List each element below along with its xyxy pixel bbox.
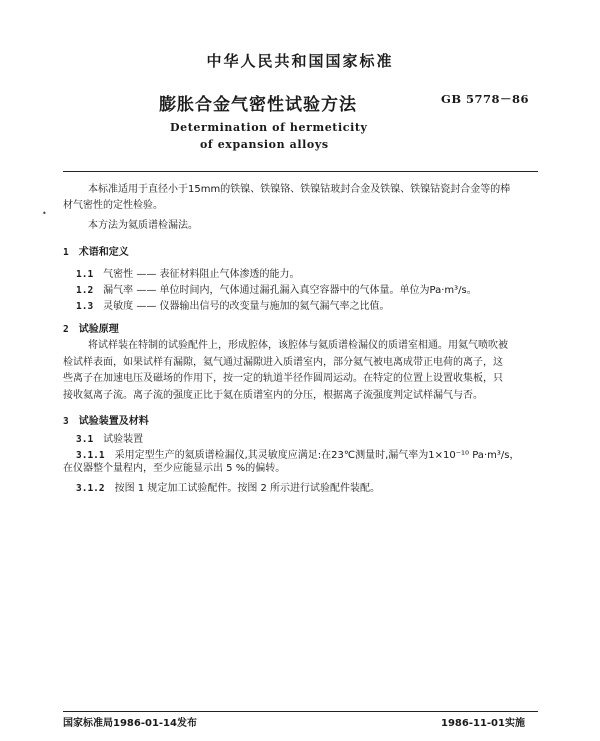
standard-org-heading: 中华人民共和国国家标准 [206, 52, 394, 70]
section-number: 3 [63, 416, 69, 427]
principle-line-3: 些离子在加速电压及磁场的作用下，按一定的轨道半径作圆周运动。在特定的位置上设置收集板，只 [63, 373, 503, 384]
section-2-heading [63, 320, 119, 335]
clause-3-1-1 [76, 446, 519, 461]
clause-text: 按图 1 规定加工试验配件。按图 2 所示进行试验配件装配。 [114, 483, 381, 494]
document-title: 膨胀合金气密性试验方法 [159, 95, 357, 115]
scan-speck: • [42, 209, 47, 218]
clause-text: 灵敏度 —— 仪器输出信号的改变量与施加的氦气漏气率之比值。 [103, 301, 390, 312]
section-3-heading [63, 412, 149, 427]
standard-code: GB 5778－86 [441, 92, 530, 106]
clause-3-1 [76, 430, 143, 445]
intro-line-3: 本方法为氦质谱检漏法。 [88, 220, 198, 231]
section-title: 试验装置及材料 [78, 416, 149, 427]
clause-number: 3.1.2 [76, 483, 105, 494]
intro-line-1: 本标准适用于直径小于15mm的铁镍、铁镍铬、铁镍钴玻封合金及铁镍、铁镍钴瓷封合金等的棒 [88, 184, 511, 195]
clause-text: 采用定型生产的氦质谱检漏仪,其灵敏度应满足:在23℃测量时,漏气率为1×10⁻¹⁰ Pa·m³/s， [114, 450, 520, 461]
clause-1-2 [76, 281, 477, 296]
clause-number: 1.2 [76, 285, 94, 296]
section-number: 2 [63, 324, 69, 335]
clause-number: 3.1 [76, 434, 94, 445]
clause-3-1-2 [76, 479, 380, 494]
header-divider [63, 171, 538, 172]
principle-line-2: 检试样表面，如果试样有漏隙，氦气通过漏隙进入质谱室内，部分氦气被电离成带正电荷的离子，这 [63, 357, 503, 368]
english-title-line-1: Determination of hermeticity [170, 121, 368, 134]
english-title-line-2: of expansion alloys [200, 138, 329, 151]
section-title: 试验原理 [78, 324, 119, 335]
principle-line-4: 接收氦离子流。离子流的强度正比于氦在质谱室内的分压，根据离子流强度判定试样漏气与否。 [63, 390, 483, 401]
section-1-heading [63, 243, 129, 258]
clause-3-1-1-continued: 在仪器整个量程内，至少应能显示出 5 %的偏转。 [63, 463, 286, 474]
clause-1-1 [76, 265, 300, 280]
principle-line-1: 将试样装在特制的试验配件上，形成腔体，该腔体与氦质谱检漏仪的质谱室相通。用氦气喷吹被 [88, 340, 508, 351]
clause-number: 1.1 [76, 269, 94, 280]
clause-text: 气密性 —— 表征材料阻止气体渗透的能力。 [103, 269, 300, 280]
clause-number: 3.1.1 [76, 450, 105, 461]
clause-number: 1.3 [76, 301, 94, 312]
clause-1-3 [76, 297, 390, 312]
clause-text: 试验装置 [103, 434, 144, 445]
intro-line-2: 材气密性的定性检验。 [63, 200, 163, 211]
section-title: 术语和定义 [78, 247, 129, 258]
footer-divider [63, 711, 538, 712]
issue-date: 国家标准局1986-01-14发布 [63, 718, 197, 729]
section-number: 1 [63, 247, 69, 258]
clause-text: 漏气率 —— 单位时间内，气体通过漏孔漏入真空容器中的气体量。单位为Pa·m³/s。 [103, 285, 477, 296]
effective-date: 1986-11-01实施 [441, 718, 525, 729]
